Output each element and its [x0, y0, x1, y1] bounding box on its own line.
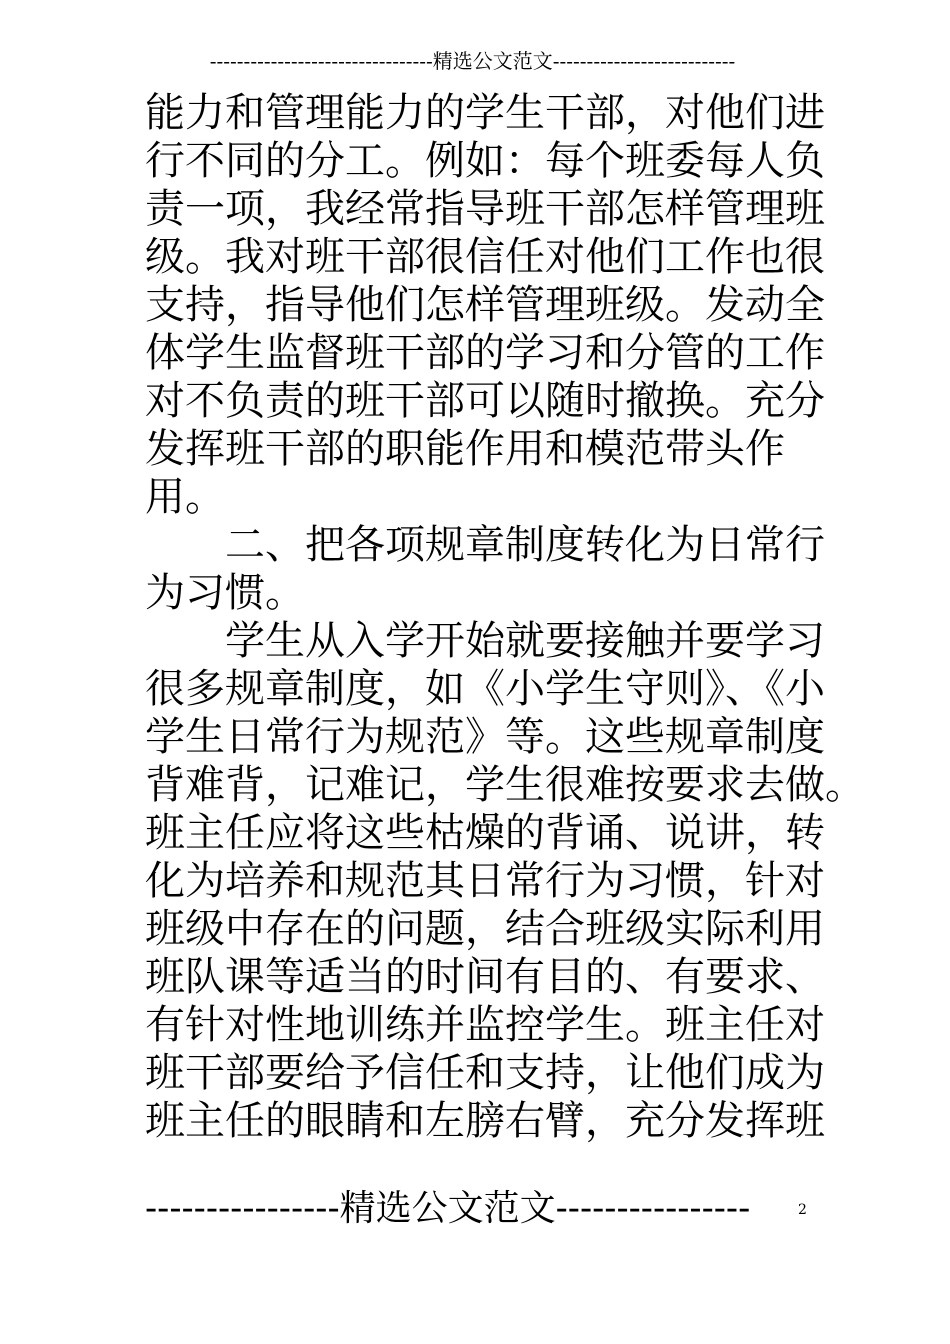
page-number: 2 [798, 1202, 807, 1218]
text-line: 体学生监督班干部的学习和分管的工作 [145, 330, 825, 376]
text-line: 责一项，我经常指导班干部怎样管理班 [145, 186, 825, 232]
text-line: 班队课等适当的时间有目的、有要求、 [145, 954, 825, 1000]
paragraph-start: 学生从入学开始就要接触并要学习 [225, 618, 825, 664]
text-line: 学生日常行为规范》等。这些规章制度 [145, 714, 825, 760]
section-heading: 二、把各项规章制度转化为日常行 [225, 522, 825, 568]
text-line: 班主任的眼睛和左膀右臂，充分发挥班 [145, 1098, 825, 1144]
section-heading-continued: 为习惯。 [145, 570, 305, 616]
document-body [145, 89, 865, 1145]
text-line: 背难背，记难记，学生很难按要求去做。 [145, 762, 865, 808]
text-line: 发挥班干部的职能作用和模范带头作 [145, 426, 785, 472]
text-line: 级。我对班干部很信任对他们工作也很 [145, 234, 825, 280]
text-line: 支持，指导他们怎样管理班级。发动全 [145, 282, 825, 328]
text-line: 班级中存在的问题，结合班级实际利用 [145, 906, 825, 952]
text-line: 班干部要给予信任和支持，让他们成为 [145, 1050, 825, 1096]
text-line: 班主任应将这些枯燥的背诵、说讲，转 [145, 810, 825, 856]
text-line: 有针对性地训练并监控学生。班主任对 [145, 1002, 825, 1048]
text-line: 行不同的分工。例如：每个班委每人负 [145, 138, 825, 184]
text-line: 很多规章制度，如《小学生守则》、《小 [145, 666, 825, 712]
text-line: 对不负责的班干部可以随时撤换。充分 [145, 378, 825, 424]
text-line: 用。 [145, 474, 225, 520]
text-line: 能力和管理能力的学生干部，对他们进 [145, 90, 825, 136]
text-line: 化为培养和规范其日常行为习惯，针对 [145, 858, 825, 904]
page-header: ---------------------------------精选公文范文--------------------------- [209, 49, 736, 73]
page-footer: ----------------精选公文范文---------------- [145, 1188, 751, 1229]
